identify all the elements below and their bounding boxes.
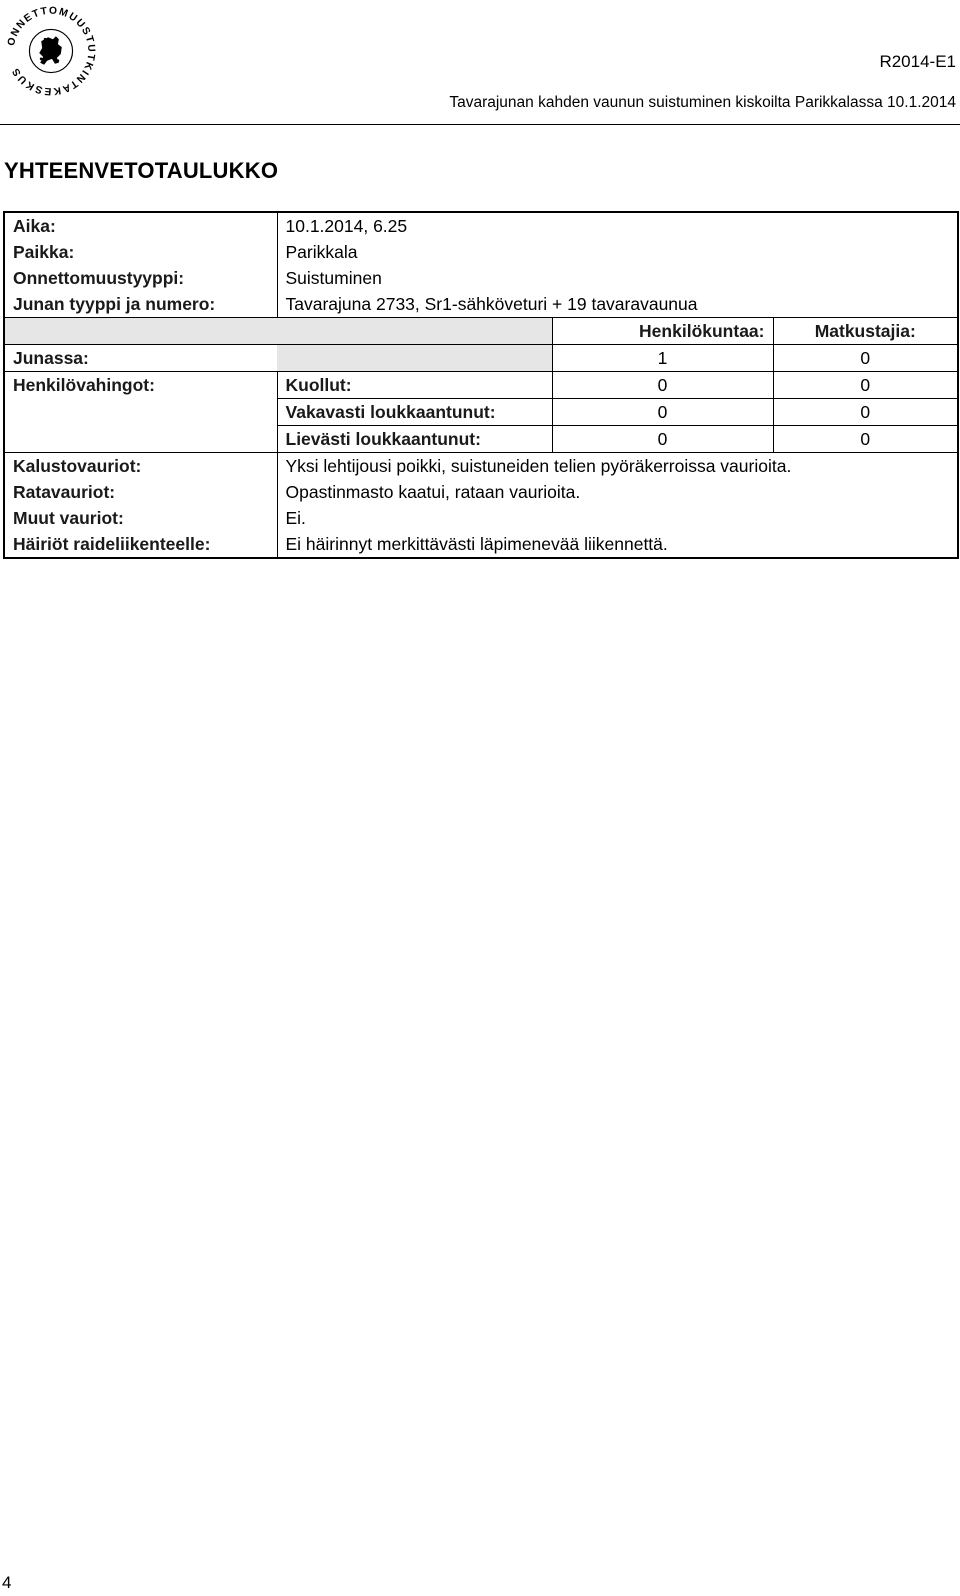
summary-table: [3, 211, 959, 559]
label-henkilovahingot: Henkilövahingot:: [4, 372, 277, 399]
table-row: [4, 239, 958, 265]
value-ratavauriot: Opastinmasto kaatui, rataan vaurioita.: [277, 479, 958, 505]
value-vakavasti-passengers: 0: [773, 399, 958, 426]
header-rule: [0, 124, 960, 125]
value-kuollut-passengers: 0: [773, 372, 958, 399]
label-paikka: Paikka:: [13, 242, 75, 262]
table-row: [4, 345, 958, 372]
value-paikka: Parikkala: [277, 239, 958, 265]
empty-cell: [4, 399, 277, 426]
table-row: [4, 399, 958, 426]
value-kuollut-staff: 0: [552, 372, 773, 399]
logo-text: ONNETTOMUUSTUTKINTAKESKUS: [6, 5, 97, 97]
value-onnettomuustyyppi: Suistuminen: [277, 265, 958, 291]
logo-seal: [2, 2, 100, 100]
value-junan-tyyppi: Tavarajuna 2733, Sr1-sähköveturi + 19 tavaravaunua: [277, 291, 958, 318]
label-onnettomuustyyppi: Onnettomuustyyppi:: [13, 268, 185, 288]
report-id: R2014-E1: [879, 52, 956, 71]
label-vakavasti: Vakavasti loukkaantunut:: [277, 399, 552, 426]
column-header-staff: Henkilökuntaa:: [552, 318, 773, 345]
empty-cell: [4, 426, 277, 453]
table-row: [4, 531, 958, 558]
table-row: [4, 291, 958, 318]
header-spacer: [4, 318, 552, 345]
table-row: [4, 372, 958, 399]
value-lievasti-passengers: 0: [773, 426, 958, 453]
label-kalustovauriot: Kalustovauriot:: [4, 453, 277, 480]
table-row: [4, 265, 958, 291]
table-row: [4, 212, 958, 239]
value-kalustovauriot: Yksi lehtijousi poikki, suistuneiden telien pyöräkerroissa vaurioita.: [277, 453, 958, 480]
table-row: [4, 318, 958, 345]
grey-spacer: [277, 345, 552, 372]
label-lievasti: Lievästi loukkaantunut:: [277, 426, 552, 453]
value-lievasti-staff: 0: [552, 426, 773, 453]
summary-heading: YHTEENVETOTAULUKKO: [4, 158, 279, 183]
value-vakavasti-staff: 0: [552, 399, 773, 426]
table-row: [4, 453, 958, 480]
page-number: 4: [2, 1573, 12, 1592]
label-junan-tyyppi: Junan tyyppi ja numero:: [13, 294, 216, 314]
value-hairiot: Ei häirinnyt merkittävästi läpimenevää liikennettä.: [277, 531, 958, 558]
table-row: [4, 505, 958, 531]
report-title: Tavarajunan kahden vaunun suistuminen kiskoilta Parikkalassa 10.1.2014: [449, 94, 956, 111]
value-muut-vauriot: Ei.: [277, 505, 958, 531]
column-header-passengers: Matkustajia:: [773, 318, 958, 345]
label-junassa: Junassa:: [4, 345, 277, 372]
table-row: [4, 479, 958, 505]
value-junassa-passengers: 0: [773, 345, 958, 372]
label-kuollut: Kuollut:: [277, 372, 552, 399]
label-ratavauriot: Ratavauriot:: [13, 482, 116, 502]
label-muut-vauriot: Muut vauriot:: [13, 508, 124, 528]
value-junassa-staff: 1: [552, 345, 773, 372]
label-hairiot: Häiriöt raideliikenteelle:: [13, 534, 211, 554]
table-row: [4, 426, 958, 453]
label-aika: Aika:: [13, 216, 56, 236]
value-aika: 10.1.2014, 6.25: [277, 212, 958, 239]
